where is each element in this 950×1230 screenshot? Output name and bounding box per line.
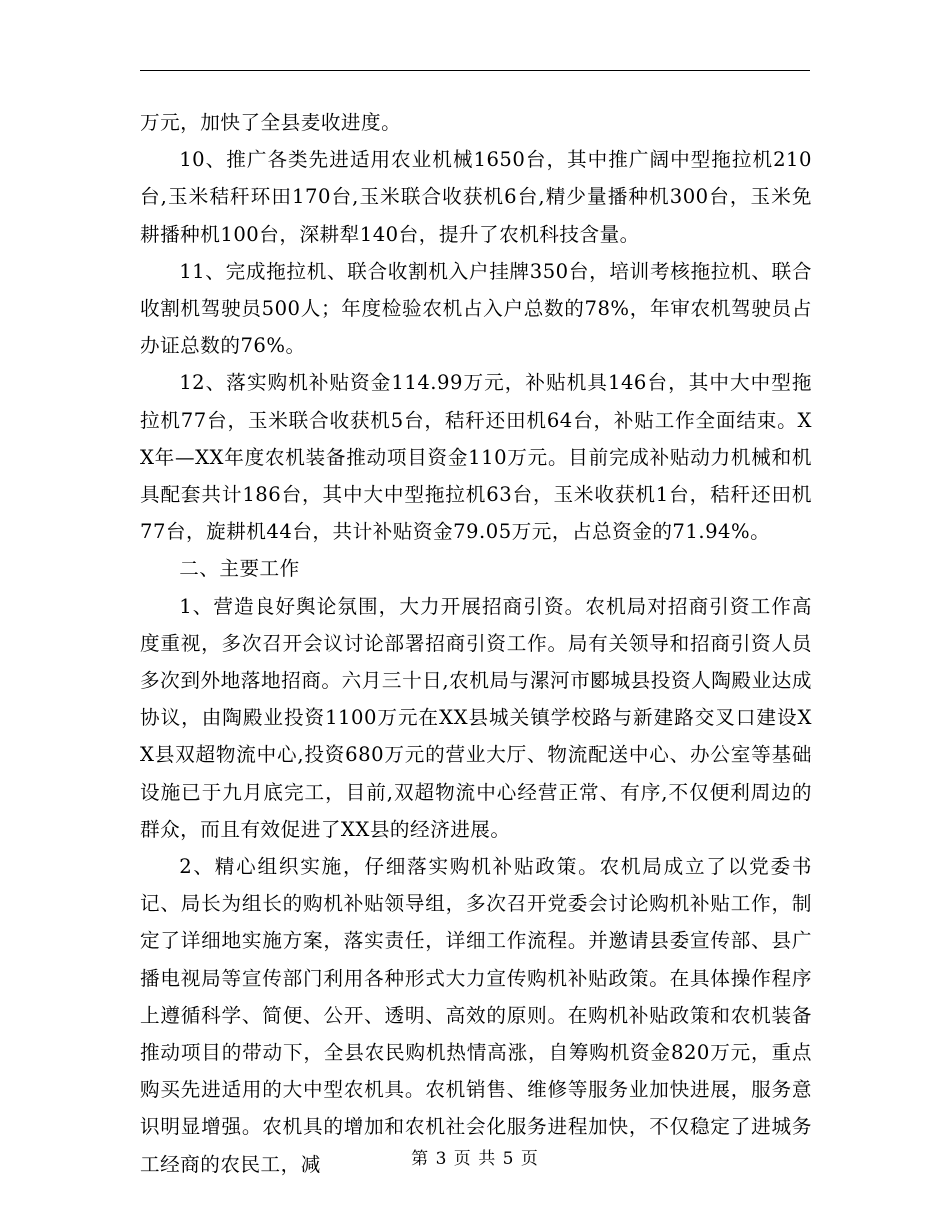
paragraph-continuation: 万元，加快了全县麦收进度。 (140, 111, 402, 134)
section-heading-main-work: 二、主要工作 (179, 557, 300, 581)
paragraph-work-2: 2、精心组织实施，仔细落实购机补贴政策。农机局成立了以党委书记、局长为组长的购机补贴领导组，多次召开党委会讨论购机补贴工作，制定了详细地实施方案，落实责任，详细工作流程。并邀请县委宣传部、县广播电视局等宣传部门利用各种形式大力宣传购机补贴政策。在具体操作程序上遵循科学、简便、公开、透明、高效的原则。在购机补贴政策和农机装备推动项目的带动下，全县农民购机热情高涨，自筹购机资金820万元，重点购买先进适用的大中型农机具。农机销售、维修等服务业加快进展，服务意识明显增强。农机具的增加和农机社会化服务进程加快，不仅稳定了进城务工经商的农民工，减 (140, 855, 812, 1176)
paragraph-work-1: 1、营造良好舆论氛围，大力开展招商引资。农机局对招商引资工作高度重视，多次召开会议讨论部署招商引资工作。局有关领导和招商引资人员多次到外地落地招商。六月三十日,农机局与漯河市郾城县投资人陶殿业达成协议，由陶殿业投资1100万元在XX县城关镇学校路与新建路交叉口建设XX县双超物流中心,投资680万元的营业大厅、物流配送中心、办公室等基础设施已于九月底完工，目前,双超物流中心经营正常、有序,不仅便利周边的群众，而且有效促进了XX县的经济进展。 (140, 594, 812, 841)
page-number-footer: 第 3 页 共 5 页 (411, 1149, 539, 1169)
header-rule (140, 70, 810, 71)
paragraph-item-12: 12、落实购机补贴资金114.99万元，补贴机具146台，其中大中型拖拉机77台，玉米联合收获机5台，秸秆还田机64台，补贴工作全面结束。XX年—XX年度农机装备推动项目资金110万元。目前完成补贴动力机械和机具配套共计186台，其中大中型拖拉机63台，玉米收获机1台，秸秆还田机77台，旋耕机44台，共计补贴资金79.05万元，占总资金的71.94%。 (140, 371, 812, 544)
paragraph-item-10: 10、推广各类先进适用农业机械1650台，其中推广阔中型拖拉机210台,玉米秸秆环田170台,玉米联合收获机6台,精少量播种机300台，玉米免耕播种机100台，深耕犁140台，提升了农机科技含量。 (140, 148, 812, 246)
paragraph-item-11: 11、完成拖拉机、联合收割机入户挂牌350台，培训考核拖拉机、联合收割机驾驶员500人；年度检验农机占入户总数的78%，年审农机驾驶员占办证总数的76%。 (140, 259, 812, 358)
document-body (140, 104, 812, 1183)
